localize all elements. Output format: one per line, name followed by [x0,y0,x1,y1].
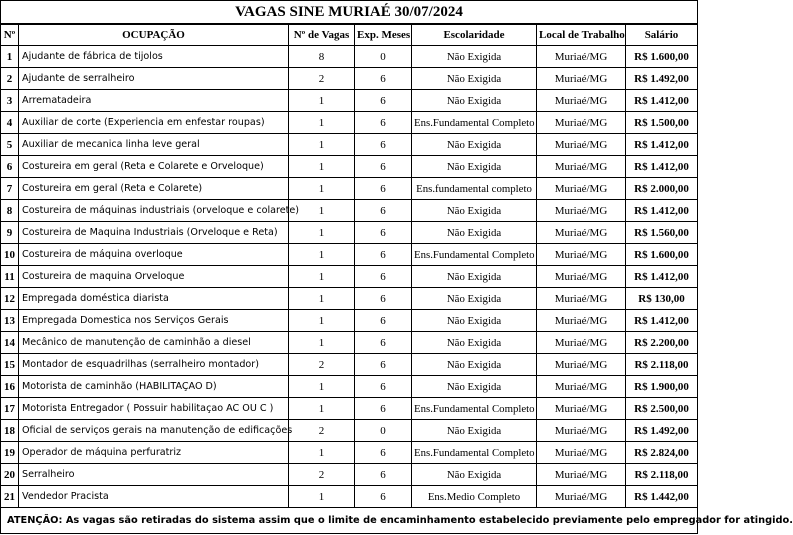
cell-salary: R$ 1.600,00 [626,46,698,68]
cell-occupation: Costureira de maquina Orveloque [19,266,289,288]
cell-num: 13 [1,310,19,332]
cell-experience: 6 [355,134,412,156]
cell-vacancies: 1 [289,90,355,112]
cell-schooling: Não Exigida [412,332,537,354]
table-row [1,90,698,112]
cell-occupation: Operador de máquina perfuratriz [19,442,289,464]
cell-location: Muriaé/MG [537,376,626,398]
cell-salary: R$ 1.900,00 [626,376,698,398]
cell-experience: 6 [355,376,412,398]
table-row [1,156,698,178]
cell-experience: 6 [355,244,412,266]
cell-vacancies: 1 [289,266,355,288]
cell-schooling: Ens.Fundamental Completo [412,398,537,420]
cell-schooling: Não Exigida [412,68,537,90]
header-salary: Salário [626,25,698,46]
cell-num: 20 [1,464,19,486]
cell-salary: R$ 2.200,00 [626,332,698,354]
cell-num: 7 [1,178,19,200]
cell-num: 14 [1,332,19,354]
cell-experience: 6 [355,442,412,464]
cell-num: 3 [1,90,19,112]
table-row [1,442,698,464]
table-row [1,222,698,244]
cell-experience: 6 [355,354,412,376]
cell-vacancies: 1 [289,112,355,134]
cell-occupation: Empregada doméstica diarista [19,288,289,310]
cell-occupation: Costureira de Maquina Industriais (Orveloque e Reta) [19,222,289,244]
cell-experience: 6 [355,288,412,310]
cell-salary: R$ 1.442,00 [626,486,698,508]
cell-salary: R$ 130,00 [626,288,698,310]
cell-schooling: Não Exigida [412,200,537,222]
vacancies-table [0,24,698,508]
table-row [1,134,698,156]
cell-vacancies: 1 [289,134,355,156]
cell-salary: R$ 2.000,00 [626,178,698,200]
cell-occupation: Motorista Entregador ( Possuir habilitaçao AC OU C ) [19,398,289,420]
cell-experience: 6 [355,68,412,90]
cell-schooling: Não Exigida [412,134,537,156]
cell-salary: R$ 1.560,00 [626,222,698,244]
cell-salary: R$ 1.412,00 [626,266,698,288]
cell-experience: 6 [355,310,412,332]
header-schooling: Escolaridade [412,25,537,46]
cell-vacancies: 1 [289,200,355,222]
cell-num: 19 [1,442,19,464]
cell-location: Muriaé/MG [537,222,626,244]
cell-schooling: Não Exigida [412,222,537,244]
cell-num: 11 [1,266,19,288]
cell-occupation: Montador de esquadrilhas (serralheiro montador) [19,354,289,376]
cell-occupation: Ajudante de serralheiro [19,68,289,90]
table-row [1,46,698,68]
cell-schooling: Ens.Medio Completo [412,486,537,508]
table-row [1,266,698,288]
cell-vacancies: 2 [289,464,355,486]
cell-num: 12 [1,288,19,310]
cell-experience: 6 [355,112,412,134]
cell-experience: 6 [355,178,412,200]
cell-occupation: Mecânico de manutenção de caminhão a diesel [19,332,289,354]
cell-salary: R$ 1.412,00 [626,156,698,178]
table-row [1,112,698,134]
cell-occupation: Auxiliar de corte (Experiencia em enfestar roupas) [19,112,289,134]
cell-experience: 0 [355,46,412,68]
cell-location: Muriaé/MG [537,156,626,178]
cell-vacancies: 8 [289,46,355,68]
cell-occupation: Empregada Domestica nos Serviços Gerais [19,310,289,332]
cell-occupation: Oficial de serviços gerais na manutenção de edificações [19,420,289,442]
table-row [1,354,698,376]
cell-location: Muriaé/MG [537,266,626,288]
cell-location: Muriaé/MG [537,464,626,486]
cell-occupation: Arrematadeira [19,90,289,112]
cell-location: Muriaé/MG [537,68,626,90]
cell-location: Muriaé/MG [537,90,626,112]
cell-salary: R$ 1.500,00 [626,112,698,134]
cell-experience: 6 [355,332,412,354]
cell-schooling: Ens.Fundamental Completo [412,442,537,464]
cell-salary: R$ 2.500,00 [626,398,698,420]
cell-experience: 6 [355,398,412,420]
cell-num: 4 [1,112,19,134]
cell-occupation: Costureira em geral (Reta e Colarete e Orveloque) [19,156,289,178]
cell-num: 5 [1,134,19,156]
cell-vacancies: 1 [289,244,355,266]
cell-schooling: Ens.Fundamental Completo [412,244,537,266]
cell-salary: R$ 1.412,00 [626,134,698,156]
cell-occupation: Serralheiro [19,464,289,486]
table-row [1,420,698,442]
table-row [1,376,698,398]
cell-vacancies: 1 [289,442,355,464]
cell-vacancies: 1 [289,156,355,178]
cell-experience: 6 [355,222,412,244]
cell-experience: 0 [355,420,412,442]
cell-vacancies: 1 [289,222,355,244]
cell-schooling: Não Exigida [412,464,537,486]
cell-occupation: Ajudante de fábrica de tijolos [19,46,289,68]
cell-salary: R$ 1.492,00 [626,420,698,442]
cell-salary: R$ 2.118,00 [626,464,698,486]
header-experience: Exp. Meses [355,25,412,46]
cell-num: 6 [1,156,19,178]
cell-schooling: Não Exigida [412,420,537,442]
cell-num: 9 [1,222,19,244]
table-row [1,288,698,310]
cell-schooling: Não Exigida [412,376,537,398]
cell-vacancies: 2 [289,420,355,442]
table-row [1,398,698,420]
cell-salary: R$ 1.492,00 [626,68,698,90]
cell-experience: 6 [355,90,412,112]
cell-location: Muriaé/MG [537,288,626,310]
cell-experience: 6 [355,464,412,486]
table-row [1,310,698,332]
cell-schooling: Ens.fundamental completo [412,178,537,200]
cell-salary: R$ 1.412,00 [626,90,698,112]
cell-schooling: Não Exigida [412,310,537,332]
table-row [1,244,698,266]
cell-num: 21 [1,486,19,508]
cell-location: Muriaé/MG [537,46,626,68]
cell-vacancies: 1 [289,376,355,398]
cell-location: Muriaé/MG [537,134,626,156]
cell-vacancies: 1 [289,288,355,310]
cell-vacancies: 2 [289,354,355,376]
cell-location: Muriaé/MG [537,310,626,332]
cell-occupation: Motorista de caminhão (HABILITAÇAO D) [19,376,289,398]
cell-location: Muriaé/MG [537,486,626,508]
cell-occupation: Costureira de máquinas industriais (orveloque e colarete) [19,200,289,222]
cell-vacancies: 1 [289,310,355,332]
cell-vacancies: 2 [289,68,355,90]
cell-location: Muriaé/MG [537,442,626,464]
cell-vacancies: 1 [289,398,355,420]
table-row [1,200,698,222]
cell-schooling: Não Exigida [412,46,537,68]
table-row [1,332,698,354]
cell-salary: R$ 1.600,00 [626,244,698,266]
cell-experience: 6 [355,200,412,222]
table-row [1,464,698,486]
cell-num: 15 [1,354,19,376]
cell-location: Muriaé/MG [537,244,626,266]
attention-note: ATENÇÃO: As vagas são retiradas do sistema assim que o limite de encaminhamento estabelecido previamente pelo empregador for atingido. [7,515,793,526]
cell-location: Muriaé/MG [537,354,626,376]
cell-experience: 6 [355,486,412,508]
cell-num: 2 [1,68,19,90]
cell-location: Muriaé/MG [537,200,626,222]
cell-vacancies: 1 [289,486,355,508]
cell-num: 16 [1,376,19,398]
header-location: Local de Trabalho [537,25,626,46]
cell-experience: 6 [355,156,412,178]
cell-salary: R$ 2.824,00 [626,442,698,464]
cell-occupation: Costureira em geral (Reta e Colarete) [19,178,289,200]
cell-occupation: Auxiliar de mecanica linha leve geral [19,134,289,156]
cell-salary: R$ 2.118,00 [626,354,698,376]
header-occupation: OCUPAÇÃO [19,25,289,46]
cell-occupation: Costureira de máquina overloque [19,244,289,266]
cell-num: 18 [1,420,19,442]
cell-location: Muriaé/MG [537,332,626,354]
cell-salary: R$ 1.412,00 [626,310,698,332]
header-num: Nº [1,25,19,46]
cell-num: 17 [1,398,19,420]
cell-num: 8 [1,200,19,222]
cell-vacancies: 1 [289,332,355,354]
cell-location: Muriaé/MG [537,420,626,442]
table-row [1,68,698,90]
cell-schooling: Não Exigida [412,90,537,112]
header-vacancies: Nº de Vagas [289,25,355,46]
cell-occupation: Vendedor Pracista [19,486,289,508]
cell-salary: R$ 1.412,00 [626,200,698,222]
cell-location: Muriaé/MG [537,398,626,420]
page-title: VAGAS SINE MURIAÉ 30/07/2024 [1,1,697,24]
cell-experience: 6 [355,266,412,288]
table-row [1,486,698,508]
cell-schooling: Ens.Fundamental Completo [412,112,537,134]
cell-location: Muriaé/MG [537,112,626,134]
cell-schooling: Não Exigida [412,266,537,288]
cell-schooling: Não Exigida [412,354,537,376]
cell-schooling: Não Exigida [412,156,537,178]
cell-num: 10 [1,244,19,266]
table-row [1,178,698,200]
cell-location: Muriaé/MG [537,178,626,200]
cell-num: 1 [1,46,19,68]
table-header-row [1,25,698,46]
cell-schooling: Não Exigida [412,288,537,310]
cell-vacancies: 1 [289,178,355,200]
